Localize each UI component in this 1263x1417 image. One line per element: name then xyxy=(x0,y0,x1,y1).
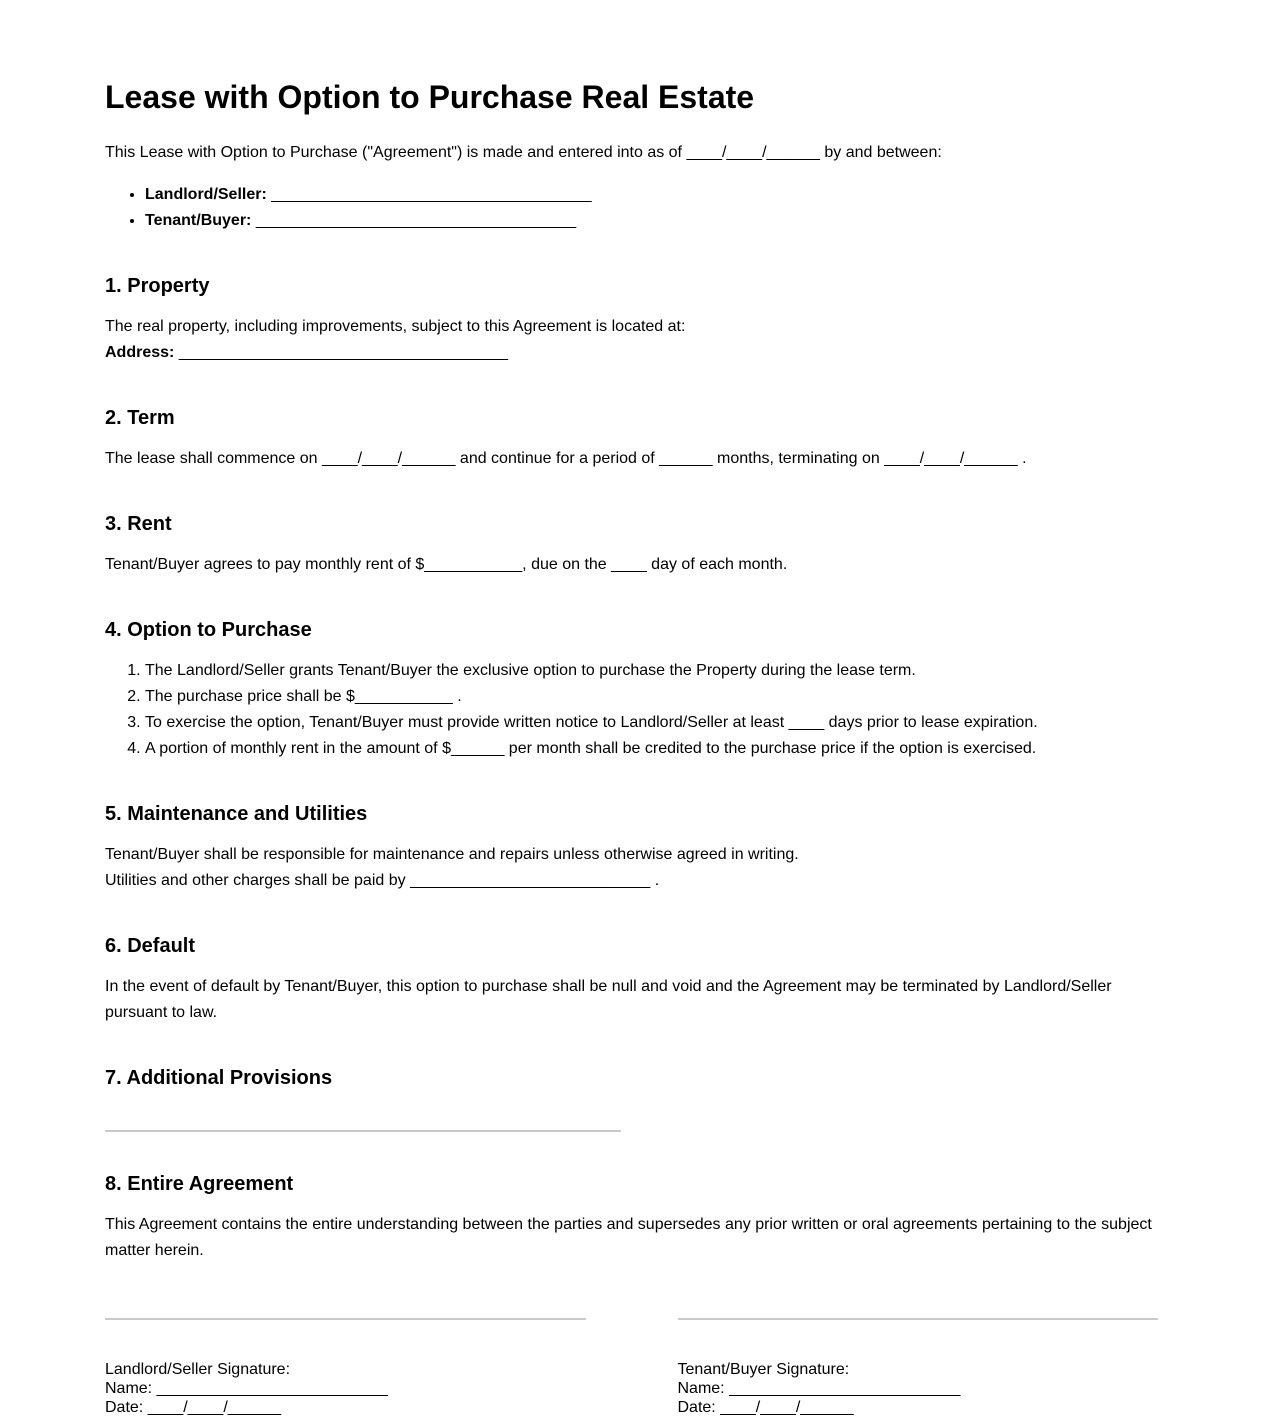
option-term-item: 2. The purchase price shall be $___________ . xyxy=(145,684,1158,710)
party-item-landlord-seller xyxy=(145,182,1158,208)
maintenance-line1: Tenant/Buyer shall be responsible for maintenance and repairs unless otherwise agreed in writing. xyxy=(105,846,799,864)
section-heading-rent: 3. Rent xyxy=(105,513,172,536)
rent-paragraph: Tenant/Buyer agrees to pay monthly rent of $___________, due on the ____ day of each month. xyxy=(105,556,788,574)
signature-role-label: Landlord/Seller Signature: xyxy=(105,1361,291,1379)
fill-in-blank: ____________________________________ xyxy=(271,186,592,204)
section-heading-additional-provisions: 7. Additional Provisions xyxy=(105,1067,333,1090)
signature-date-line: Date: ____/____/______ xyxy=(677,1399,854,1417)
intro-paragraph: This Lease with Option to Purchase ("Agreement") is made and entered into as of ____/____/______ by and between: xyxy=(105,144,942,162)
parties-list xyxy=(105,182,1158,234)
document-title: Lease with Option to Purchase Real Estate xyxy=(105,79,755,115)
party-label: Landlord/Seller: xyxy=(145,186,267,204)
signature-name-line: Name: __________________________ xyxy=(105,1380,388,1398)
landlord-signature-block xyxy=(105,1360,586,1417)
option-terms-list xyxy=(105,658,1158,762)
option-term-item: 4. A portion of monthly rent in the amount of $______ per month shall be credited to the purchase price if the option is exercised. xyxy=(145,736,1158,762)
tenant-signature-column xyxy=(678,1318,1159,1417)
landlord-signature-line xyxy=(105,1318,586,1320)
entire-agreement-paragraph: This Agreement contains the entire understanding between the parties and supersedes any prior written or oral agreements pertaining to the subject matter herein. xyxy=(105,1216,1152,1260)
landlord-signature-column xyxy=(105,1318,586,1417)
signature-name-line: Name: __________________________ xyxy=(677,1380,961,1398)
party-item-tenant-buyer xyxy=(145,208,1158,234)
fill-in-blank: ____________________________________ xyxy=(255,212,577,230)
fill-in-blank: _____________________________________ xyxy=(178,344,509,362)
address-label: Address: xyxy=(105,344,175,362)
option-term-item: 1. The Landlord/Seller grants Tenant/Buyer the exclusive option to purchase the Property during the lease term. xyxy=(145,658,1158,684)
tenant-signature-block xyxy=(678,1360,1159,1417)
term-paragraph: The lease shall commence on ____/____/______ and continue for a period of ______ months, terminating on ____/____/______ . xyxy=(105,450,1027,468)
signature-role-label: Tenant/Buyer Signature: xyxy=(677,1361,850,1379)
section-heading-entire-agreement: 8. Entire Agreement xyxy=(105,1173,294,1196)
section-heading-option-to-purchase: 4. Option to Purchase xyxy=(105,619,312,642)
property-body: The real property, including improvements, subject to this Agreement is located at: xyxy=(105,318,686,336)
default-paragraph: In the event of default by Tenant/Buyer, this option to purchase shall be null and void and the Agreement may be terminated by Landlord/Seller pursuant to law. xyxy=(105,978,1112,1022)
section-heading-default: 6. Default xyxy=(105,935,196,958)
party-label: Tenant/Buyer: xyxy=(145,212,252,230)
additional-provisions-divider xyxy=(105,1130,621,1132)
property-paragraph xyxy=(105,314,1158,366)
maintenance-paragraph xyxy=(105,842,1158,894)
signature-section xyxy=(105,1318,1158,1417)
signature-date-line: Date: ____/____/______ xyxy=(105,1399,282,1417)
section-heading-property: 1. Property xyxy=(105,275,210,298)
section-heading-term: 2. Term xyxy=(105,407,175,430)
section-heading-maintenance: 5. Maintenance and Utilities xyxy=(105,803,368,826)
option-term-item: 3. To exercise the option, Tenant/Buyer must provide written notice to Landlord/Seller at least ____ days prior to lease expiration. xyxy=(145,710,1158,736)
maintenance-line2: Utilities and other charges shall be paid by ___________________________ . xyxy=(105,872,660,890)
tenant-signature-line xyxy=(678,1318,1159,1320)
